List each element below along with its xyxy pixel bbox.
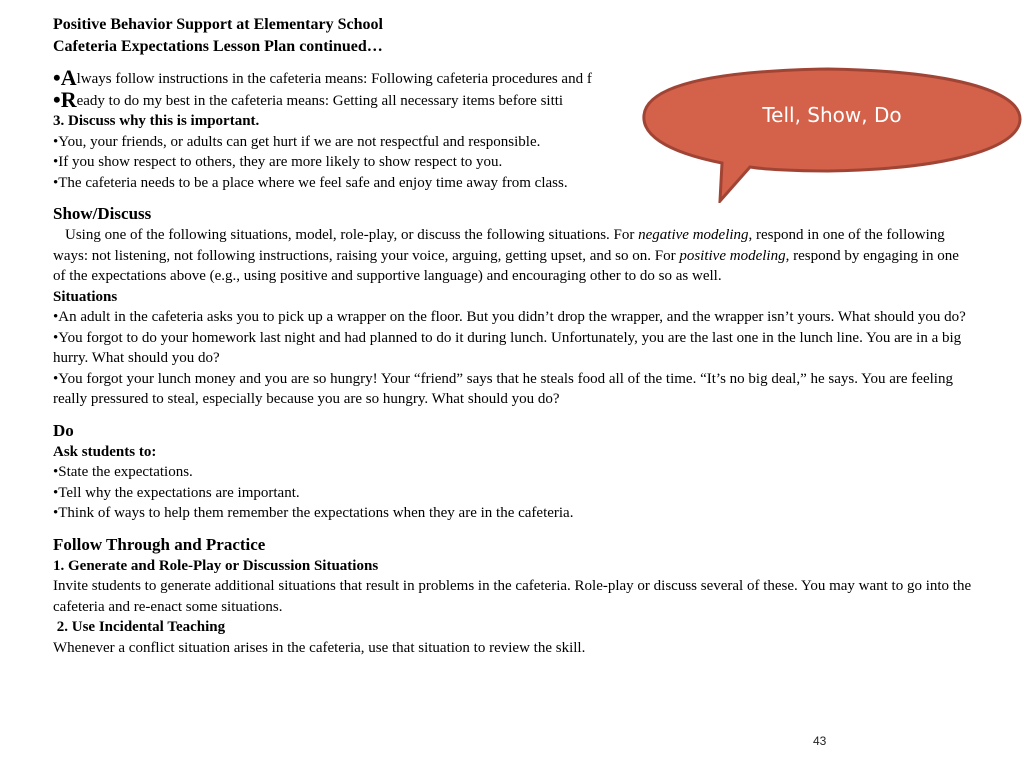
expectation-r-text: eady to do my best in the cafeteria means: Getting all necessary items before sitti xyxy=(76,92,564,109)
show-discuss-intro: Using one of the following situations, model, role-play, or discuss the following situations. For negative modeling, respond in one of the following ways: not listening, not following instructions, raising your voice, arguing, getting upset, and so on. For positive modeling, respond by engaging in one of the expectations above (e.g., using positive and supportive language) and encouraging other to do so as well. xyxy=(53,227,959,284)
situation-item: •You forgot your lunch money and you are so hungry! Your “friend” says that he steals food all of the time. “It’s no big deal,” he says. You are feeling really pressured to steal, especially because you are so hungry. What should you do? xyxy=(53,370,953,407)
discuss-heading: 3. Discuss why this is important. xyxy=(53,113,260,129)
callout-bubble xyxy=(632,63,1024,203)
expectation-a-text: lways follow instructions in the cafeteria means: Following cafeteria procedures and f xyxy=(76,71,592,87)
do-heading: Do xyxy=(53,420,74,440)
situation-item: •You forgot to do your homework last night and had planned to do it during lunch. Unfortunately, you are the last one in the lunch line. You are in a big hurry. What should you do? xyxy=(53,329,962,366)
show-discuss-heading: Show/Discuss xyxy=(53,204,152,223)
follow-through-sub-1: 1. Generate and Role-Play or Discussion Situations xyxy=(53,557,379,574)
discuss-item: •The cafeteria needs to be a place where we feel safe and enjoy time away from class. xyxy=(53,174,568,191)
expectation-letter-r: R xyxy=(60,86,77,112)
follow-through-text-1: Invite students to generate additional situations that result in problems in the cafeteria. Role-play or discuss several of these. You may want to go into the cafeteria and re-enact some situations. xyxy=(53,578,972,615)
speech-bubble-shape xyxy=(632,63,1024,203)
negative-modeling-term: negative modeling xyxy=(638,227,749,243)
bullet: • xyxy=(53,65,61,90)
follow-through-text-2: Whenever a conflict situation arises in the cafeteria, use that situation to review the skill. xyxy=(53,639,586,656)
positive-modeling-term: positive modeling xyxy=(679,247,786,264)
follow-through-sub-2: 2. Use Incidental Teaching xyxy=(53,619,226,635)
do-item: •Think of ways to help them remember the expectations when they are in the cafeteria. xyxy=(53,505,574,521)
expectation-letter-a: A xyxy=(60,65,77,90)
situation-item: •An adult in the cafeteria asks you to pick up a wrapper on the floor. But you didn’t drop the wrapper, and the wrapper isn’t yours. What should you do? xyxy=(53,309,966,325)
page-number: 43 xyxy=(813,734,827,748)
do-item: •State the expectations. xyxy=(53,464,193,480)
bullet: • xyxy=(53,86,61,112)
ask-students-label: Ask students to: xyxy=(53,443,157,460)
situations-label: Situations xyxy=(53,288,118,305)
discuss-item: •You, your friends, or adults can get hurt if we are not respectful and responsible. xyxy=(53,133,541,150)
discuss-item: •If you show respect to others, they are more likely to show respect to you. xyxy=(53,154,503,170)
speech-bubble-path xyxy=(644,69,1020,201)
title-line-1: Positive Behavior Support at Elementary School xyxy=(53,16,383,33)
callout-text: Tell, Show, Do xyxy=(762,103,902,127)
follow-through-heading: Follow Through and Practice xyxy=(53,534,266,554)
title-line-2: Cafeteria Expectations Lesson Plan continued… xyxy=(53,38,383,55)
do-item: •Tell why the expectations are important. xyxy=(53,484,300,501)
